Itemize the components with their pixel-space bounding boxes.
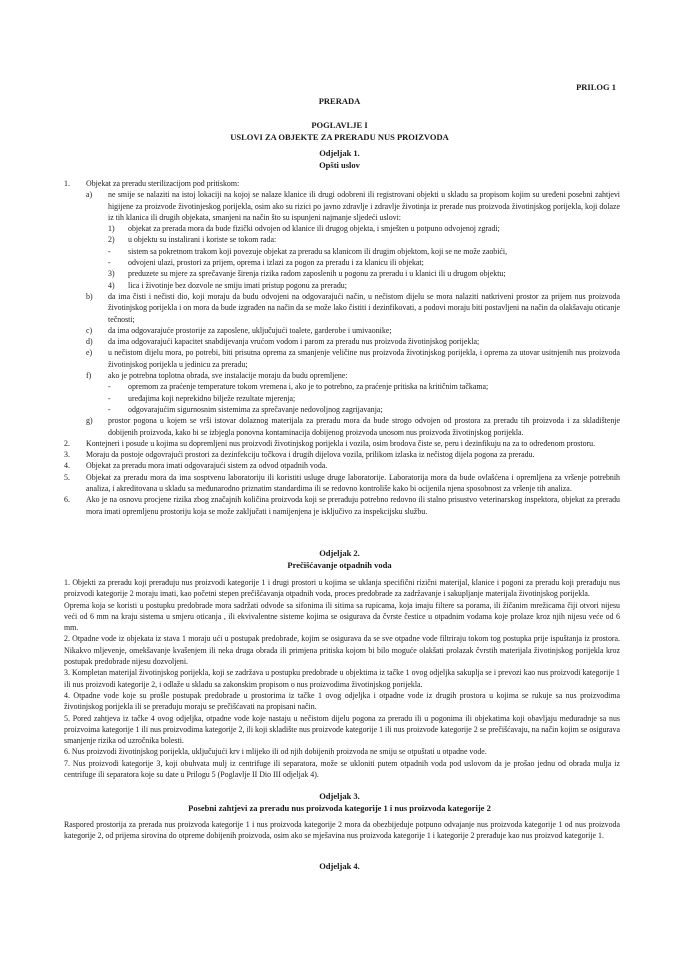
section-1-heading [0,148,679,171]
list-item [64,494,620,517]
section-3-heading [0,791,679,814]
item-number: 1. [64,179,70,188]
section-3-number: Odjeljak 3. [319,791,360,801]
item-number: 3. [64,450,70,460]
item-text: preduzete su mjere za sprečavanje širenja rizika radom zaposlenih u pogonu za preradu i u klanici ili u drugom objektu; [128,269,506,279]
item-letter: d) [86,337,93,347]
item-subnumber: 3) [108,269,115,279]
section-4-number: Odjeljak 4. [319,861,360,871]
item-number: 6. [64,495,70,505]
list-item [64,234,620,245]
list-item [64,257,620,268]
item-text: Objekat za preradu mora da ima sosptvenu laboratoriju ili koristiti usluge druge laboratorije. Laboratorija mora da bude ovlašćena i opremljena za vršenje potrebnih analiza, i akreditovana u skladu sa međunarodno priznatim standardima ili se redovno kontroliše kako bi ocijenila njena sposobnost za vršenje tih analiza. [86,472,620,494]
item-text: prostor pogona u kojem se vrši istovar dolaznog materijala za preradu mora da bude strogo odvojen od prostora za preradu tih proizvoda i za skladištenje dobijenih proizvoda, kako bi se izbjegla ponovna kontaminacija dobijenog proizvoda unosom nus proizvoda životinjskog porijekla. [108,416,620,437]
item-subnumber: 2) [108,235,115,245]
list-item [64,438,620,449]
list-item [64,246,620,257]
list-item [64,189,620,223]
document-title: PRERADA [318,96,361,106]
section-3-body [64,819,620,842]
section-4-heading [0,861,679,873]
bullet-dash: - [108,258,111,268]
item-text: Objekat za preradu mora imati odgovarajući sistem za odvod otpadnih voda. [86,461,328,471]
section-2-number: Odjeljak 2. [319,548,360,558]
paragraph: 5. Pored zahtjeva iz tačke 4 ovog odjeljka, otpadne vode koje nastaju u nečistom dijelu pogona za preradu ili u pogonima ili objekatima koji obavljaju međuradnje sa nus proizvoima kategorije 1 ili nus proizvodima kategorije 2, ili koji skladište nus proizvode kategorije 1 ili nus proizvode kategorije 2 se prečišćavaju, na način kojim se osigurava smanjenje rizika od uzročnika bolesti. [64,713,620,746]
paragraph: 3. Kompletan materijal životinjskog porijekla, koji se zadržava u postupku predobrade u objektima iz tačke 1 ovog odjeljka sakuplja se i prevozi kao nus proizvodi kategorije 1 ili nus proizvodi kategorije 2, i odlaže u skladu sa zakonskim propisom o nus proizvodima životinjskog porijekla. [64,668,620,689]
list-item [64,472,620,495]
item-text: odvojeni ulazi, prostori za prijem, oprema i izlazi za pogon za preradu i za klanicu ili objekat; [128,258,424,268]
paragraph: 4. Otpadne vode koje su prošle postupak predobrade u prostorima iz tačke 1 ovog odjeljka i otpadne vode iz drugih prostora u kojima se rukuje sa nus proizvodima životinjskog porijekla ili se prerađuju moraju se prečišćavati na propisani način. [64,690,620,712]
item-letter: g) [86,416,93,426]
item-text: da ima odgovarajući kapacitet snabdijevanja vrućom vodom i parom za preradu nus proizvoda životinjskog porijekla; [108,337,480,347]
section-2-title: Prečišćavanje otpadnih voda [287,559,392,570]
bullet-dash: - [108,246,111,256]
item-subnumber: 1) [108,224,115,234]
list-item [64,393,620,404]
list-item [64,325,620,336]
item-subnumber: 4) [108,280,115,290]
section-1-body [64,178,620,517]
item-text: Ako je na osnovu procjene rizika zbog značajnih količina proizvoda koji se prerađuju potrebno redovno ili stalno prisustvo veterinarskog inspektora, objekat za preradu mora imati opremljenu prostoriju koja se može zaključati i namijenjena je isključivo za inspekcijsku službu. [86,495,620,516]
list-item [64,280,620,291]
item-letter: b) [86,291,93,301]
item-letter: e) [86,348,93,358]
item-text: objekat za prerada mora da bude fizički odvojen od klanice ili drugog objekta, i smješten u potpuno odvojenoj zgradi; [128,224,500,234]
chapter-title: USLOVI ZA OBJEKTE ZA PRERADU NUS PROIZVODA [230,131,449,142]
item-number: 4. [64,461,70,471]
list-item [64,449,620,460]
item-text: u nečistom dijelu mora, po potrebi, biti prisutna oprema za smanjenje veličine nus proizvoda životinjskog porijekla, i oprema za utovar usitnjenih nus proizvoda životinjskog porijekla u jedinicu za preradu; [108,348,620,369]
item-number: 2. [64,438,70,448]
paragraph: 6. Nus proizvodi životinjskog porijekla, uključujući krv i mlijeko ili od njih dobijenih proizvoda ne smiju se otpuštati u otpadne vode. [64,747,487,757]
section-1-number: Odjeljak 1. [319,148,360,158]
item-text: odgovarajućim sigurnosnim sistemima za sprečavanje nedovoljnog zagrijavanja; [128,404,383,414]
item-letter: a) [86,190,93,200]
chapter-number: POGLAVLJE I [311,120,368,130]
list-item [64,415,620,438]
list-item [64,404,620,415]
item-text: u objektu su instalirani i koriste se tokom rada: [128,235,277,245]
section-2-body [64,577,620,780]
item-text: ne smije se nalaziti na istoj lokaciji na kojoj se nalaze klanice ili drugi odobreni ili registrovani objekti u skladu sa propisom kojim su uređeni posebni zahtjevi higijene za proizvode životinjeskog porijekla, osim ako su rizici po javno zdravlje i zdravlje životinja iz prerade nus proizvoda životinjskog porijekla, koji dolaze iz tih klanica ili drugih objekata, smanjeni na način što su ispunjeni najmanje sljedeći uslovi: [108,190,620,222]
chapter-heading [0,120,679,143]
paragraph: Oprema koja se koristi u postupku predobrade mora sadržati odvode sa sifonima ili sitima sa rupicama, koja imaju filtere sa porama, ili žičanim mrežicama čiji otvori nijesu veći od 6 mm na kraju sistema u smjeru oticanja , ili ekvivalentne sisteme kojima se osigurava da čvrste čestice u otpadnim vodama koje prolaze kroz njih nijesu veće od 6 mm. [64,600,620,633]
item-text: opremom za praćenje temperature tokom vremena i, ako je to potrebno, za praćenje pritiska na kritičnim tačkama; [128,382,489,392]
list-item [64,268,620,279]
list-item [64,336,620,347]
list-item [64,370,620,381]
item-text: Objekat za preradu sterilizacijom pod pritiskom: [86,179,240,188]
list-item [64,381,620,392]
item-text: da ima čisti i nečisti dio, koji moraju da budu odvojeni na odgovarajući način, u nečistom dijelu se mora nalaziti natkriveni prostor za prijem nus proizvoda životinjskog porijekla i on mora da bude izgrađen na način da se može lako čistiti i dezinfikovati, a podovi moraju biti postavljeni na način da olakšavaju oticanje tečnosti; [108,291,620,324]
bullet-dash: - [108,393,111,403]
item-text: uređajima koji neprekidno bilježe rezultate mjerenja; [128,393,296,403]
paragraph: 2. Otpadne vode iz objekata iz stava 1 moraju ući u postupak predobrade, kojim se osigurava da se sve otpadne vode filtriraju tokom tog postupka prije ispuštanja iz prostora. Nikakvo mljevenje, omekšavanje kvašenjem ili neka druga obrada ili primjena pritiska kojom bi bilo moguće olakšati prolazak čvrstih materijala životinjskog porijekla kroz postupak predobrade nijesu dozvoljeni. [64,634,620,667]
paragraph: Raspored prostorija za prerada nus proizvoda kategorije 1 i nus proizvoda kategorije 2 mora da obezbijeduje potpuno odvajanje nus proizvoda kategorije 1 od nus proizvoda kategorije 2, od prijema sirovina do otpreme dobijenih proizvoda, osim ako se mješavina nus proizvoda kategorije 1 i kategorije 2 prerađuje kao nus proizvod kategorije 1. [64,820,620,841]
paragraph: 1. Objekti za preradu koji prerađuju nus proizvodi kategorije 1 i drugi prostori u kojima se uklanja specifični rizični materijal, klanice i pogoni za preradu koji prerađuju nus proizvodi kategorije 2 moraju imati, kao početni stepen prečišćavanja otpadnih voda, proces predobrade za zadržavanje i sakupljanje materijala životinjskog porijekla. [64,578,620,599]
item-text: Kontejneri i posude u kojima su dopremljeni nus proizvodi životinjskog porijekla i vozila, osim brodova čiste se, peru i dezinfikuju na za to određenom prostoru. [86,438,596,448]
item-text: da ima odgovarajuće prostorije za zaposlene, uključujući toalete, garderobe i umivaonike; [108,325,392,335]
annex-label: PRILOG 1 [576,82,616,92]
item-text: sistem sa pokretnom trakom koji povezuje objekat za preradu sa klanicom ili drugim objektom, koji se ne može zaobići, [128,246,508,256]
item-text: Moraju da postoje odgovrajući prostori za dezinfekciju točkova i drugih dijelova vozila, prilikom izlaska iz nečistog dijela pogona za preradu. [86,450,535,460]
list-item [64,291,620,325]
list-item [64,460,620,471]
section-1-title: Opšti uslov [319,159,360,170]
paragraph: 7. Nus proizvodi kategorije 3, koji obuhvata mulj iz centrifuge ili separatora, može se ukloniti putem otpadnih voda pod uslovom da je prošao jednu od obrada mulja iz centrifuge ili separatora koje su date u Prilogu 5 (Poglavlje II Dio III odjeljak 4). [64,758,620,780]
section-3-title: Posebni zahtjevi za preradu nus proizvoda kategorije 1 i nus proizvoda kategorije 2 [188,802,491,813]
list-item [64,223,620,234]
list-item [64,347,620,370]
bullet-dash: - [108,404,111,414]
item-text: ako je potrebna toplotna obrada, sve instalacije moraju da budu opremljene: [108,371,348,381]
item-letter: f) [86,371,92,381]
bullet-dash: - [108,382,111,392]
item-letter: c) [86,325,93,335]
item-text: lica i životinje bez dozvole ne smiju imati pristup pogonu za preradu; [128,280,347,290]
item-number: 5. [64,472,70,482]
section-2-heading [0,548,679,571]
list-item [64,178,620,189]
